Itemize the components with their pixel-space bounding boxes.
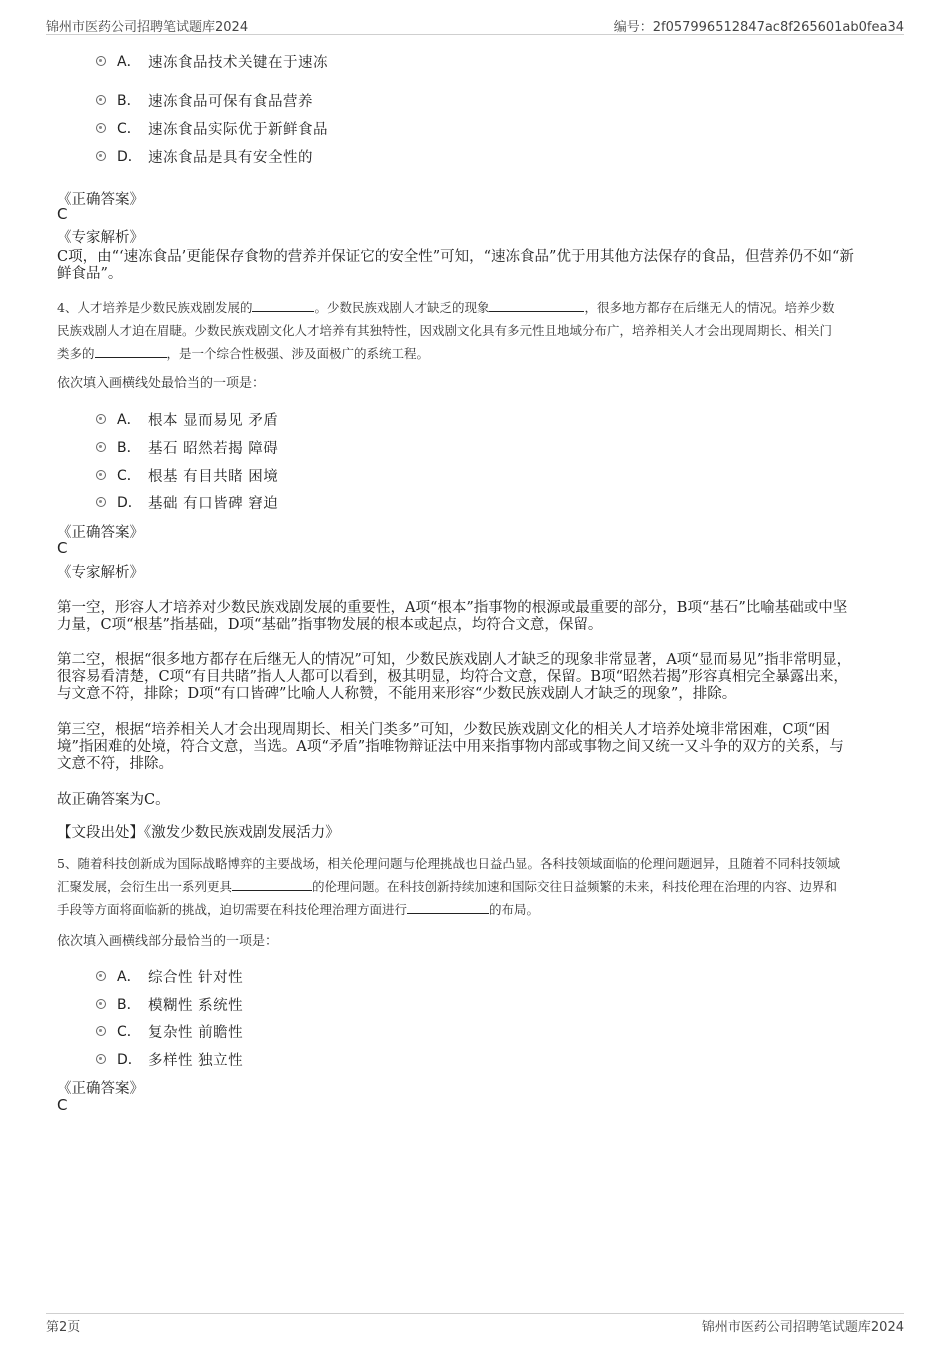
q5-prompt: 依次填入画横线部分最恰当的一项是： <box>57 934 279 949</box>
radio-icon[interactable] <box>96 95 106 105</box>
option-letter: A． <box>117 412 141 428</box>
option-text: 根本 显而易见 矛盾 <box>148 413 279 429</box>
option-text: 复杂性 前瞻性 <box>148 1025 244 1041</box>
radio-icon[interactable] <box>96 151 106 161</box>
option-text: 速冻食品可保有食品营养 <box>148 94 313 110</box>
q5-stem: 5、随着科技创新成为国际战略博弈的主要战场，相关伦理问题与伦理挑战也日益凸显。各科技领域面临的伦理问题迥异，且随着不同科技领域 汇聚发展，会衍生出一系列更具 的伦理问题。在科技创新持续加速和国际交往日益频繁的未来，科技伦理在治理的内容、边界和 手段等方面将面临新的挑战，迫切需要在科技伦理治理方面进行 的布局。 <box>57 856 840 917</box>
radio-icon[interactable] <box>96 999 106 1009</box>
option-letter: D． <box>117 149 142 165</box>
q4-prompt: 依次填入画横线处最恰当的一项是： <box>57 376 266 391</box>
radio-icon[interactable] <box>96 1026 106 1036</box>
blank <box>407 901 489 914</box>
radio-icon[interactable] <box>96 470 106 480</box>
option-text: 基础 有口皆碑 窘迫 <box>148 496 279 512</box>
analysis-paragraph-3: 第三空，根据“培养相关人才会出现周期长、相关门类多”可知，少数民族戏剧文化的相关人才培养处境非常困难，C项“困 <box>57 722 830 738</box>
radio-icon[interactable] <box>96 414 106 424</box>
analysis-paragraph-3: 境”指困难的处境，符合文意，当选。A项“矛盾”指唯物辩证法中用来指事物内部或事物之间又统一又斗争的双方的关系，与 <box>57 739 844 755</box>
option-letter: D． <box>117 495 142 511</box>
q3-analysis-label: 《专家解析》 <box>57 230 144 246</box>
q4-source: 【文段出处】《激发少数民族戏剧发展活力》 <box>57 825 340 841</box>
option-text: 综合性 针对性 <box>148 970 244 986</box>
q3-answer: C <box>57 205 68 223</box>
q3-analysis-line: 鲜食品”。 <box>57 266 123 282</box>
q4-conclusion: 故正确答案为C。 <box>57 792 170 808</box>
option-text: 基石 昭然若揭 障碍 <box>148 441 279 457</box>
blank <box>232 878 312 891</box>
q5-answer: C <box>57 1096 68 1114</box>
radio-icon[interactable] <box>96 497 106 507</box>
q4-answer-label: 《正确答案》 <box>57 525 144 541</box>
option-letter: A． <box>117 54 141 70</box>
footer-title: 锦州市医药公司招聘笔试题库2024 <box>701 1320 904 1335</box>
radio-icon[interactable] <box>96 971 106 981</box>
page-header <box>46 14 904 35</box>
q5-answer-label: 《正确答案》 <box>57 1081 144 1097</box>
q4-answer: C <box>57 539 68 557</box>
analysis-paragraph-3: 文意不符，排除。 <box>57 756 173 772</box>
analysis-paragraph-1: 第一空，形容人才培养对少数民族戏剧发展的重要性，A项“根本”指事物的根源或最重要的部分，B项“基石”比喻基础或中坚 <box>57 600 848 616</box>
page-footer <box>46 1313 904 1334</box>
document-id: 编号：2f057996512847ac8f265601ab0fea34 <box>613 20 904 35</box>
option-text: 速冻食品技术关键在于速冻 <box>148 55 328 71</box>
radio-icon[interactable] <box>96 1054 106 1064</box>
page-number: 第2页 <box>46 1320 81 1335</box>
q4-analysis-label: 《专家解析》 <box>57 565 144 581</box>
blank <box>489 299 584 312</box>
blank <box>95 345 167 358</box>
q3-analysis-line: C项，由“‘速冻食品’更能保存食物的营养并保证它的安全性”可知，“速冻食品”优于用其他方法保存的食品，但营养仍不如“新 <box>57 249 854 265</box>
option-letter: C． <box>117 121 141 137</box>
option-letter: D． <box>117 1052 142 1068</box>
option-text: 速冻食品是具有安全性的 <box>148 150 313 166</box>
option-text: 根基 有目共睹 困境 <box>148 469 279 485</box>
radio-icon[interactable] <box>96 56 106 66</box>
radio-icon[interactable] <box>96 442 106 452</box>
option-letter: C． <box>117 468 141 484</box>
option-text: 模糊性 系统性 <box>148 998 244 1014</box>
option-text: 多样性 独立性 <box>148 1053 244 1069</box>
option-letter: C． <box>117 1024 141 1040</box>
analysis-paragraph-2: 与文意不符，排除；D项“有口皆碑”比喻人人称赞，不能用来形容“少数民族戏剧人才缺乏的现象”，排除。 <box>57 686 737 702</box>
option-letter: B． <box>117 440 141 456</box>
analysis-paragraph-2: 第二空，根据“很多地方都存在后继无人的情况”可知，少数民族戏剧人才缺乏的现象非常显著，A项“显而易见”指非常明显， <box>57 652 852 668</box>
blank <box>252 299 314 312</box>
header-title: 锦州市医药公司招聘笔试题库2024 <box>46 20 249 35</box>
q3-answer-label: 《正确答案》 <box>57 192 144 208</box>
option-text: 速冻食品实际优于新鲜食品 <box>148 122 328 138</box>
option-letter: B． <box>117 997 141 1013</box>
option-letter: B． <box>117 93 141 109</box>
analysis-paragraph-1: 力量，C项“根基”指基础，D项“基础”指事物发展的根本或起点，均符合文意，保留。 <box>57 617 603 633</box>
radio-icon[interactable] <box>96 123 106 133</box>
q4-stem: 4、人才培养是少数民族戏剧发展的 。少数民族戏剧人才缺乏的现象 ，很多地方都存在后继无人的情况。培养少数 民族戏剧人才迫在眉睫。少数民族戏剧文化人才培养有其独特性，因戏剧文化具有多元性且地域分布广，培养相关人才会出现周期长、相关门 类多的 ，是一个综合性极强、涉及面极广的系统工程。 <box>57 300 835 361</box>
option-letter: A． <box>117 969 141 985</box>
analysis-paragraph-2: 很容易看清楚，C项“有目共睹”指人人都可以看到，极其明显，均符合文意，保留。B项“昭然若揭”形容真相完全暴露出来， <box>57 669 848 685</box>
